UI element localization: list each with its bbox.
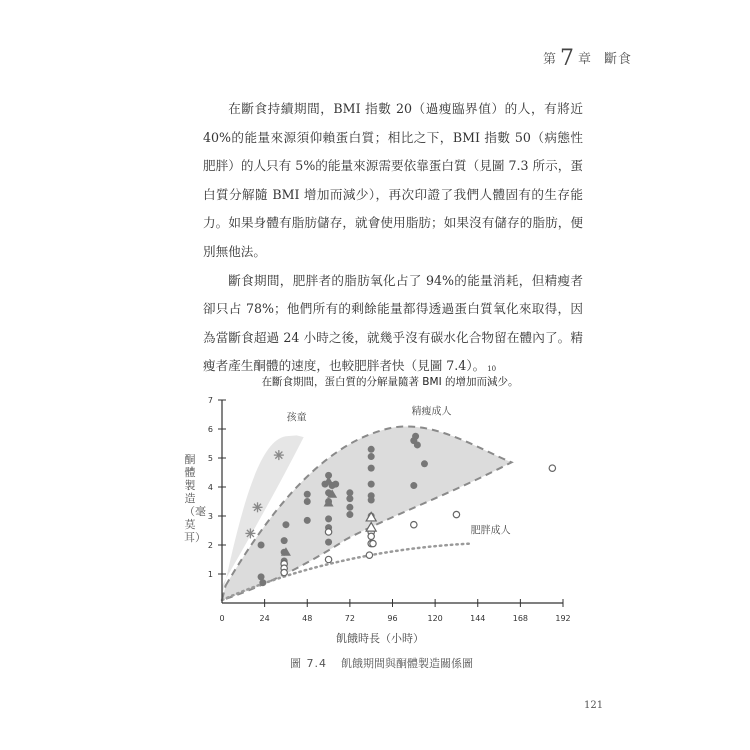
data-point-asterisk — [245, 528, 255, 538]
chapter-prefix: 第 — [542, 52, 557, 67]
x-tick-label: 0 — [219, 614, 225, 623]
chapter-number: 7 — [559, 46, 575, 71]
data-point-filled-circle — [421, 460, 428, 467]
chart-title: 在斷食期間，蛋白質的分解量隨著 BMI 的增加而減少。 — [261, 376, 519, 388]
data-point-filled-circle — [259, 579, 266, 586]
paragraph — [203, 267, 583, 384]
y-tick-label: 4 — [207, 483, 213, 492]
x-tick-label: 72 — [344, 614, 355, 623]
y-tick-label: 1 — [207, 570, 213, 579]
data-point-filled-circle — [410, 482, 417, 489]
y-tick-label: 6 — [207, 425, 213, 434]
x-tick-label: 48 — [302, 614, 313, 623]
ketone-chart — [160, 390, 590, 630]
paragraph: 在斷食持續期間，BMI 指數 20（過瘦臨界值）的人，有將近 40%的能量來源須仰賴蛋白質；相比之下，BMI 指數 50（病態性肥胖）的人只有 5%的能量來源需要依靠蛋白質（見圖 7.3 所示，蛋白質分解隨 BMI 增加而減少），再次印證了我們人體固有的生存能力。如果身體有脂肪儲存，就會使用脂肪；如果沒有儲存的脂肪，便別無他法。 — [203, 101, 583, 259]
data-point-open-circle — [368, 533, 374, 539]
data-point-open-circle — [370, 540, 376, 546]
data-point-open-circle — [281, 569, 287, 575]
lean-adult-region — [222, 426, 512, 600]
x-tick-label: 24 — [259, 614, 270, 623]
data-point-filled-circle — [414, 441, 421, 448]
body-text — [203, 95, 583, 384]
data-point-filled-circle — [368, 465, 375, 472]
page-number: 121 — [584, 700, 604, 711]
x-tick-label: 120 — [427, 614, 443, 623]
data-point-open-circle — [549, 465, 555, 471]
y-tick-label: 2 — [207, 541, 213, 550]
region-label: 孩童 — [286, 412, 307, 424]
data-point-open-circle — [366, 552, 372, 558]
y-axis-label: 酮體製造（毫莫耳） — [184, 453, 206, 544]
data-point-filled-circle — [304, 498, 311, 505]
data-point-filled-circle — [325, 515, 332, 522]
data-point-filled-circle — [325, 539, 332, 546]
data-point-filled-circle — [368, 481, 375, 488]
y-tick-label: 7 — [207, 396, 213, 405]
data-point-open-circle — [453, 511, 459, 517]
x-tick-label: 168 — [512, 614, 529, 623]
running-header — [543, 46, 632, 71]
footnote-ref[interactable]: 10 — [487, 365, 497, 374]
x-axis-label: 飢餓時長（小時） — [336, 632, 424, 645]
data-point-filled-circle — [368, 497, 375, 504]
data-point-filled-circle — [346, 495, 353, 502]
data-point-filled-circle — [412, 433, 419, 440]
data-point-filled-circle — [258, 542, 265, 549]
paragraph-text: 斷食期間，肥胖者的脂肪氧化占了 94%的能量消耗，但精瘦者卻只占 78%；他們所有的剩餘能量都得透過蛋白質氧化來取得，因為當斷食超過 24 小時之後，就幾乎沒有碳水化合物留在體內了。精瘦者產生酮體的速度，也較肥胖者快（見圖 7.4）。 — [203, 272, 583, 374]
x-tick-label: 144 — [470, 614, 486, 623]
data-point-filled-circle — [368, 453, 375, 460]
data-point-filled-circle — [282, 521, 289, 528]
regions — [222, 426, 512, 600]
data-point-filled-circle — [281, 537, 288, 544]
data-point-filled-circle — [304, 517, 311, 524]
chapter-suffix: 章 — [577, 52, 592, 67]
y-tick-label: 3 — [207, 512, 213, 521]
section-title: 斷食 — [603, 52, 632, 67]
data-point-asterisk — [253, 502, 263, 512]
region-label: 精瘦成人 — [411, 406, 452, 418]
data-point-filled-circle — [304, 491, 311, 498]
data-point-open-circle — [411, 522, 417, 528]
y-tick-label: 5 — [207, 454, 213, 463]
data-point-filled-circle — [332, 481, 339, 488]
data-point-filled-circle — [368, 446, 375, 453]
data-point-filled-circle — [346, 511, 353, 518]
data-point-open-circle — [325, 556, 331, 562]
region-label: 肥胖成人 — [470, 525, 511, 537]
figure-number: 圖 7.4 — [290, 657, 327, 670]
data-point-open-circle — [325, 529, 331, 535]
x-tick-label: 96 — [387, 614, 398, 623]
data-point-asterisk — [274, 450, 284, 460]
figure-caption-text: 飢餓期間與酮體製造關係圖 — [341, 657, 473, 670]
figure-caption — [290, 655, 473, 671]
x-tick-label: 192 — [555, 614, 571, 623]
data-point-filled-circle — [346, 504, 353, 511]
